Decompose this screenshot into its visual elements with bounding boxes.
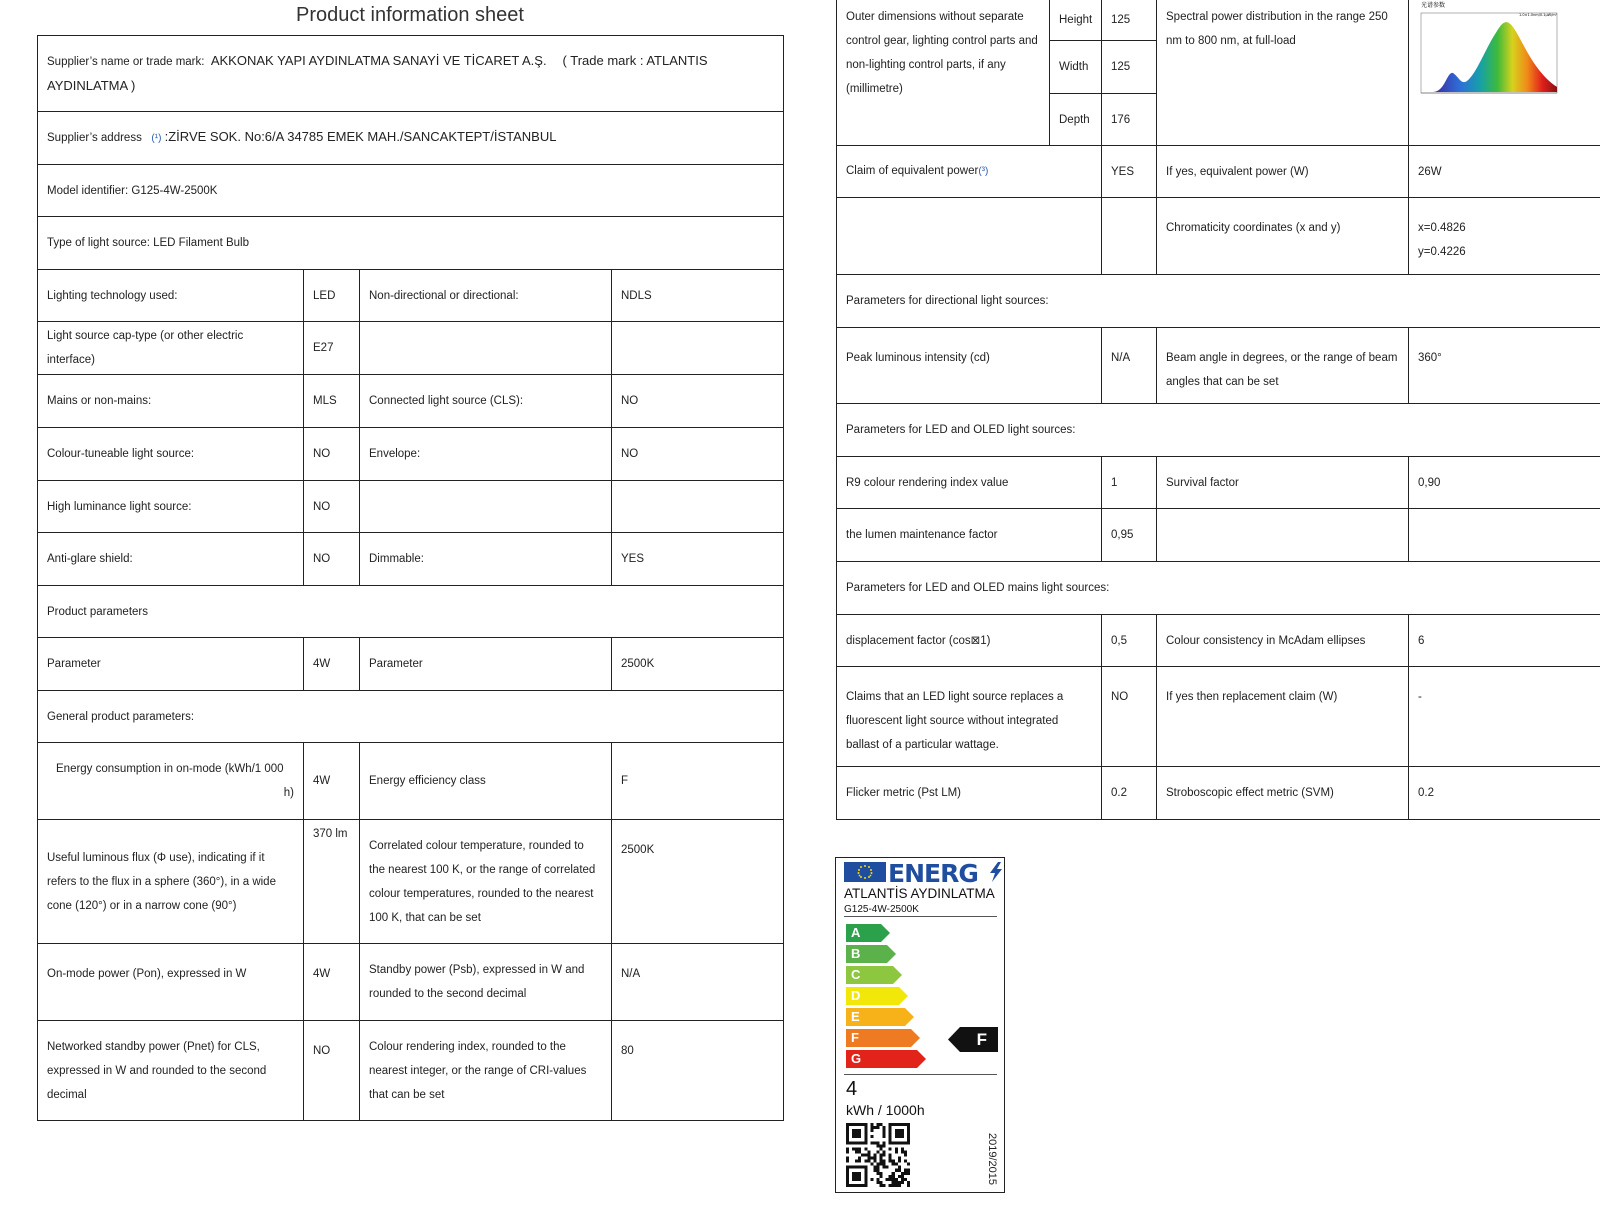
cell: Beam angle in degrees, or the range of beam angles that can be set bbox=[1157, 328, 1409, 404]
table-row bbox=[38, 1021, 784, 1121]
cell: 6 bbox=[1409, 615, 1600, 667]
table-row bbox=[38, 112, 784, 165]
cell: Light source cap-type (or other electric interface) bbox=[38, 322, 304, 375]
cell: NDLS bbox=[612, 270, 784, 322]
cell: N/A bbox=[612, 944, 784, 1021]
label-model: G125-4W-2500K bbox=[844, 904, 919, 915]
table-row bbox=[38, 322, 784, 375]
table-row bbox=[837, 767, 1600, 820]
cell: LED bbox=[304, 270, 360, 322]
energy-class-letter: G bbox=[851, 1051, 862, 1066]
cell: Colour consistency in McAdam ellipses bbox=[1157, 615, 1409, 667]
supplier-name-label: Supplier’s name or trade mark: bbox=[47, 55, 205, 68]
table-row bbox=[38, 428, 784, 481]
cell: 2500K bbox=[612, 638, 784, 691]
product-info-table bbox=[37, 35, 784, 1121]
energy-class-letter: A bbox=[851, 925, 861, 940]
spectral-label: Spectral power distribution in the range 250 nm to 800 nm, at full-load bbox=[1157, 0, 1409, 146]
energy-class-bar-d bbox=[846, 987, 908, 1005]
regulation-number: 2019/2015 bbox=[986, 1133, 998, 1185]
energy-class-letter: B bbox=[851, 946, 861, 961]
cell: NO bbox=[612, 375, 784, 428]
energy-class-bar-g bbox=[846, 1050, 926, 1068]
table-row bbox=[38, 743, 784, 820]
cell: 125 bbox=[1102, 0, 1157, 41]
spectrum-chart bbox=[1409, 0, 1559, 104]
technical-params-table bbox=[836, 0, 1600, 820]
cell: Width bbox=[1050, 41, 1102, 94]
cell: On-mode power (Pon), expressed in W bbox=[38, 944, 304, 1021]
table-row bbox=[38, 533, 784, 586]
cell: NO bbox=[1102, 667, 1157, 767]
cell bbox=[612, 322, 784, 375]
table-row bbox=[837, 457, 1600, 509]
label-brand: ATLANTİS AYDINLATMA bbox=[844, 886, 995, 901]
cell: 0.2 bbox=[1102, 767, 1157, 820]
cell: Chromaticity coordinates (x and y) bbox=[1157, 198, 1409, 275]
energy-class-letter: D bbox=[851, 988, 861, 1003]
cell: Peak luminous intensity (cd) bbox=[837, 328, 1102, 404]
cell: Parameter bbox=[38, 638, 304, 691]
table-row bbox=[837, 146, 1600, 198]
energy-word: ENERG bbox=[888, 859, 978, 888]
cell: displacement factor (cos⊠1) bbox=[837, 615, 1102, 667]
lightning-bolt-icon bbox=[988, 862, 1004, 882]
cell: 4W bbox=[304, 743, 360, 820]
table-row bbox=[38, 375, 784, 428]
table-row bbox=[38, 36, 784, 112]
table-row bbox=[837, 404, 1600, 457]
table-row bbox=[837, 615, 1600, 667]
cell: - bbox=[1409, 667, 1600, 767]
cell bbox=[1409, 198, 1600, 275]
supplier-name-value: AKKONAK YAPI AYDINLATMA SANAYİ VE TİCARET A.Ş. bbox=[210, 52, 547, 68]
light-source-type: Type of light source: LED Filament Bulb bbox=[38, 217, 784, 270]
cell: NO bbox=[612, 428, 784, 481]
table-row bbox=[837, 509, 1600, 562]
cell: 4W bbox=[304, 944, 360, 1021]
cell: Height bbox=[1050, 0, 1102, 41]
energy-class-letter: E bbox=[851, 1009, 860, 1024]
cell: 125 bbox=[1102, 41, 1157, 94]
cell: 26W bbox=[1409, 146, 1600, 198]
table-row bbox=[837, 328, 1600, 404]
cell: 4W bbox=[304, 638, 360, 691]
cell: NO bbox=[304, 428, 360, 481]
cell bbox=[1157, 509, 1409, 562]
cell: NO bbox=[304, 533, 360, 586]
cell bbox=[1102, 198, 1157, 275]
rating-letter: F bbox=[976, 1030, 987, 1049]
cell: High luminance light source: bbox=[38, 481, 304, 533]
energy-class-bar-c bbox=[846, 966, 902, 984]
energy-label bbox=[835, 857, 1005, 1193]
cell: Flicker metric (Pst LM) bbox=[837, 767, 1102, 820]
cell bbox=[360, 322, 612, 375]
cell: Networked standby power (Pnet) for CLS, expressed in W and rounded to the second decimal bbox=[38, 1021, 304, 1121]
spectrum-curve bbox=[1433, 22, 1557, 92]
rating-letter-box bbox=[948, 1027, 998, 1052]
cell: 0,5 bbox=[1102, 615, 1157, 667]
divider bbox=[844, 1074, 997, 1075]
section-heading: Parameters for LED and OLED mains light sources: bbox=[837, 562, 1600, 615]
table-row bbox=[837, 562, 1600, 615]
cell: the lumen maintenance factor bbox=[837, 509, 1102, 562]
table-row bbox=[38, 638, 784, 691]
cell: Standby power (Psb), expressed in W and rounded to the second decimal bbox=[360, 944, 612, 1021]
table-row bbox=[38, 165, 784, 217]
energy-class-letter: F bbox=[851, 1030, 859, 1045]
cell bbox=[837, 146, 1102, 198]
footnote-ref: (³) bbox=[978, 166, 989, 177]
cell: Stroboscopic effect metric (SVM) bbox=[1157, 767, 1409, 820]
eu-flag-icon bbox=[844, 862, 886, 882]
cell: YES bbox=[1102, 146, 1157, 198]
qr-code bbox=[846, 1123, 910, 1187]
dimensions-label: Outer dimensions without separate control gear, lighting control parts and non-lighting control parts, if any (millimetre) bbox=[837, 0, 1050, 146]
cell: R9 colour rendering index value bbox=[837, 457, 1102, 509]
energy-consumption-label: Energy consumption in on-mode (kWh/1 000 bbox=[56, 763, 284, 775]
trade-mark-cont: AYDINLATMA ) bbox=[47, 77, 136, 93]
cell bbox=[837, 198, 1102, 275]
cell: Connected light source (CLS): bbox=[360, 375, 612, 428]
spectrum-title: 光谱参数 bbox=[1421, 2, 1446, 9]
table-row bbox=[837, 198, 1600, 275]
energy-class-bar-e bbox=[846, 1008, 914, 1026]
cell: If yes, equivalent power (W) bbox=[1157, 146, 1409, 198]
spectrum-chart-cell bbox=[1409, 0, 1600, 146]
cell: Energy efficiency class bbox=[360, 743, 612, 820]
kwh-unit: kWh / 1000h bbox=[846, 1102, 925, 1118]
trade-mark: ( Trade mark : ATLANTIS bbox=[562, 52, 708, 68]
cell: 0,90 bbox=[1409, 457, 1600, 509]
cell bbox=[612, 481, 784, 533]
cell bbox=[38, 743, 304, 820]
cell: Lighting technology used: bbox=[38, 270, 304, 322]
cell: 370 lm bbox=[304, 820, 360, 944]
cell: N/A bbox=[1102, 328, 1157, 404]
table-row bbox=[38, 481, 784, 533]
cell: NO bbox=[304, 481, 360, 533]
cell: 176 bbox=[1102, 94, 1157, 146]
section-heading: Parameters for LED and OLED light sources: bbox=[837, 404, 1600, 457]
cell: Correlated colour temperature, rounded to the nearest 100 K, or the range of correlated colour temperatures, rounded to the nearest 100 K, that can be set bbox=[360, 820, 612, 944]
cell: Envelope: bbox=[360, 428, 612, 481]
cell: 80 bbox=[612, 1021, 784, 1121]
footnote-ref: (¹) bbox=[151, 133, 162, 144]
cell: 360° bbox=[1409, 328, 1600, 404]
kwh-value: 4 bbox=[846, 1078, 858, 1100]
cell: Survival factor bbox=[1157, 457, 1409, 509]
cell: MLS bbox=[304, 375, 360, 428]
energy-class-bar-a bbox=[846, 924, 890, 942]
cell: Dimmable: bbox=[360, 533, 612, 586]
section-heading: General product parameters: bbox=[38, 691, 784, 743]
cell: NO bbox=[304, 1021, 360, 1121]
cell: F bbox=[612, 743, 784, 820]
cell: YES bbox=[612, 533, 784, 586]
cell: 0.2 bbox=[1409, 767, 1600, 820]
cell: Colour-tuneable light source: bbox=[38, 428, 304, 481]
cell: Depth bbox=[1050, 94, 1102, 146]
section-heading: Product parameters bbox=[38, 586, 784, 638]
equiv-power-label: Claim of equivalent power bbox=[846, 165, 979, 177]
spectrum-sub: 1.0×1.0nm/0.1μW/m² bbox=[1519, 13, 1558, 17]
cell: 2500K bbox=[612, 820, 784, 944]
table-row bbox=[837, 667, 1600, 767]
model-identifier: Model identifier: G125-4W-2500K bbox=[38, 165, 784, 217]
cell bbox=[1409, 509, 1600, 562]
table-row bbox=[38, 270, 784, 322]
chroma-y: y=0.4226 bbox=[1418, 246, 1466, 258]
table-row bbox=[38, 820, 784, 944]
table-row bbox=[38, 691, 784, 743]
cell: Colour rendering index, rounded to the nearest integer, or the range of CRI-values that can be set bbox=[360, 1021, 612, 1121]
energy-class-bar-f bbox=[846, 1029, 920, 1047]
table-row bbox=[38, 944, 784, 1021]
energy-class-bar-b bbox=[846, 945, 896, 963]
cell: If yes then replacement claim (W) bbox=[1157, 667, 1409, 767]
cell: Claims that an LED light source replaces a fluorescent light source without integrated ballast of a particular wattage. bbox=[837, 667, 1102, 767]
energy-consumption-label-cont: h) bbox=[283, 787, 294, 799]
cell: 0,95 bbox=[1102, 509, 1157, 562]
energy-class-letter: C bbox=[851, 967, 861, 982]
section-heading: Parameters for directional light sources: bbox=[837, 275, 1600, 328]
table-row bbox=[837, 275, 1600, 328]
cell: E27 bbox=[304, 322, 360, 375]
divider bbox=[844, 916, 997, 917]
supplier-address-cell bbox=[38, 112, 784, 165]
page-title: Product information sheet bbox=[296, 4, 524, 26]
cell bbox=[360, 481, 612, 533]
chroma-x: x=0.4826 bbox=[1418, 222, 1466, 234]
supplier-address-value: :ZİRVE SOK. No:6/A 34785 EMEK MAH./SANCAKTEPT/İSTANBUL bbox=[164, 129, 557, 144]
energy-label-header bbox=[844, 859, 1000, 888]
cell: 1 bbox=[1102, 457, 1157, 509]
cell: Useful luminous flux (Φ use), indicating if it refers to the flux in a sphere (360°), in a wide cone (120°) or in a narrow cone (90°) bbox=[38, 820, 304, 944]
table-row bbox=[38, 217, 784, 270]
table-row bbox=[38, 586, 784, 638]
supplier-address-label: Supplier’s address bbox=[47, 132, 142, 144]
table-row bbox=[837, 0, 1600, 41]
cell: Mains or non-mains: bbox=[38, 375, 304, 428]
cell: Parameter bbox=[360, 638, 612, 691]
supplier-name-cell bbox=[38, 36, 784, 112]
cell: Non-directional or directional: bbox=[360, 270, 612, 322]
cell: Anti-glare shield: bbox=[38, 533, 304, 586]
regulation-number-box bbox=[976, 1133, 1006, 1188]
